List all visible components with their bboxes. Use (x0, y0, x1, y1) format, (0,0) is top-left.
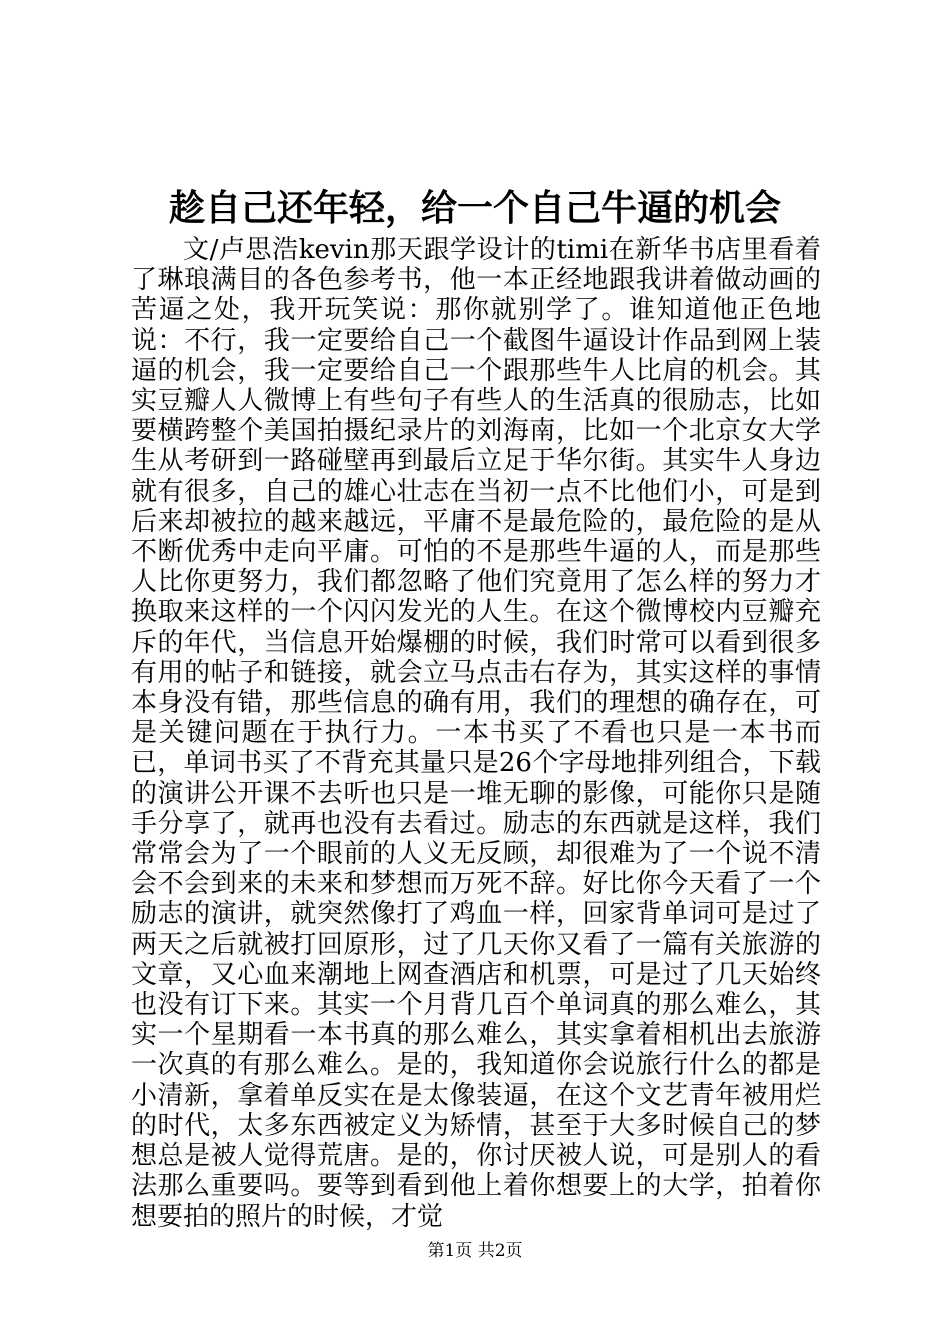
page-number-footer: 第1页 共2页 (427, 1241, 523, 1261)
document-body: 文/卢思浩kevin那天跟学设计的timi在新华书店里看着了琳琅满目的各色参考书，他一本正经地跟我讲着做动画的苦逼之处，我开玩笑说：那你就别学了。谁知道他正色地说：不行，我一定要给自己一个截图牛逼设计作品到网上装逼的机会，我一定要给自己一个跟那些牛人比肩的机会。其实豆瓣人人微博上有些句子有些人的生活真的很励志，比如要横跨整个美国拍摄纪录片的刘海南，比如一个北京女大学生从考研到一路碰壁再到最后立足于华尔街。其实牛人身边就有很多，自己的雄心壮志在当初一点不比他们小，可是到后来却被拉的越来越远，平庸不是最危险的，最危险的是从不断优秀中走向平庸。可怕的不是那些牛逼的人，而是那些人比你更努力，我们都忽略了他们究竟用了怎么样的努力才换取来这样的一个闪闪发光的人生。在这个微博校内豆瓣充斥的年代，当信息开始爆棚的时候，我们时常可以看到很多有用的帖子和链接，就会立马点击右存为，其实这样的事情本身没有错，那些信息的确有用，我们的理想的确存在，可是关键问题在于执行力。一本书买了不看也只是一本书而已，单词书买了不背充其量只是26个字母地排列组合，下载的演讲公开课不去听也只是一堆无聊的影像，可能你只是随手分享了，就再也没有去看过。励志的东西就是这样，我们常常会为了一个眼前的人义无反顾，却很难为了一个说不清会不会到来的未来和梦想而万死不辞。好比你今天看了一个励志的演讲，就突然像打了鸡血一样，回家背单词可是过了两天之后就被打回原形，过了几天你又看了一篇有关旅游的文章，又心血来潮地上网查酒店和机票，可是过了几天始终也没有订下来。其实一个月背几百个单词真的那么难么，其实一个星期看一本书真的那么难么，其实拿着相机出去旅游一次真的有那么难么。是的，我知道你会说旅行什么的都是小清新，拿着单反实在是太像装逼，在这个文艺青年被用烂的时代，太多东西被定义为矫情，甚至于大多时候自己的梦想总是被人觉得荒唐。是的，你讨厌被人说，可是别人的看法那么重要吗。要等到看到他上着你想要上的大学，拍着你想要拍的照片的时候，才觉 (131, 235, 821, 1232)
document-title: 趁自己还年轻，给一个自己牛逼的机会 (168, 187, 781, 229)
